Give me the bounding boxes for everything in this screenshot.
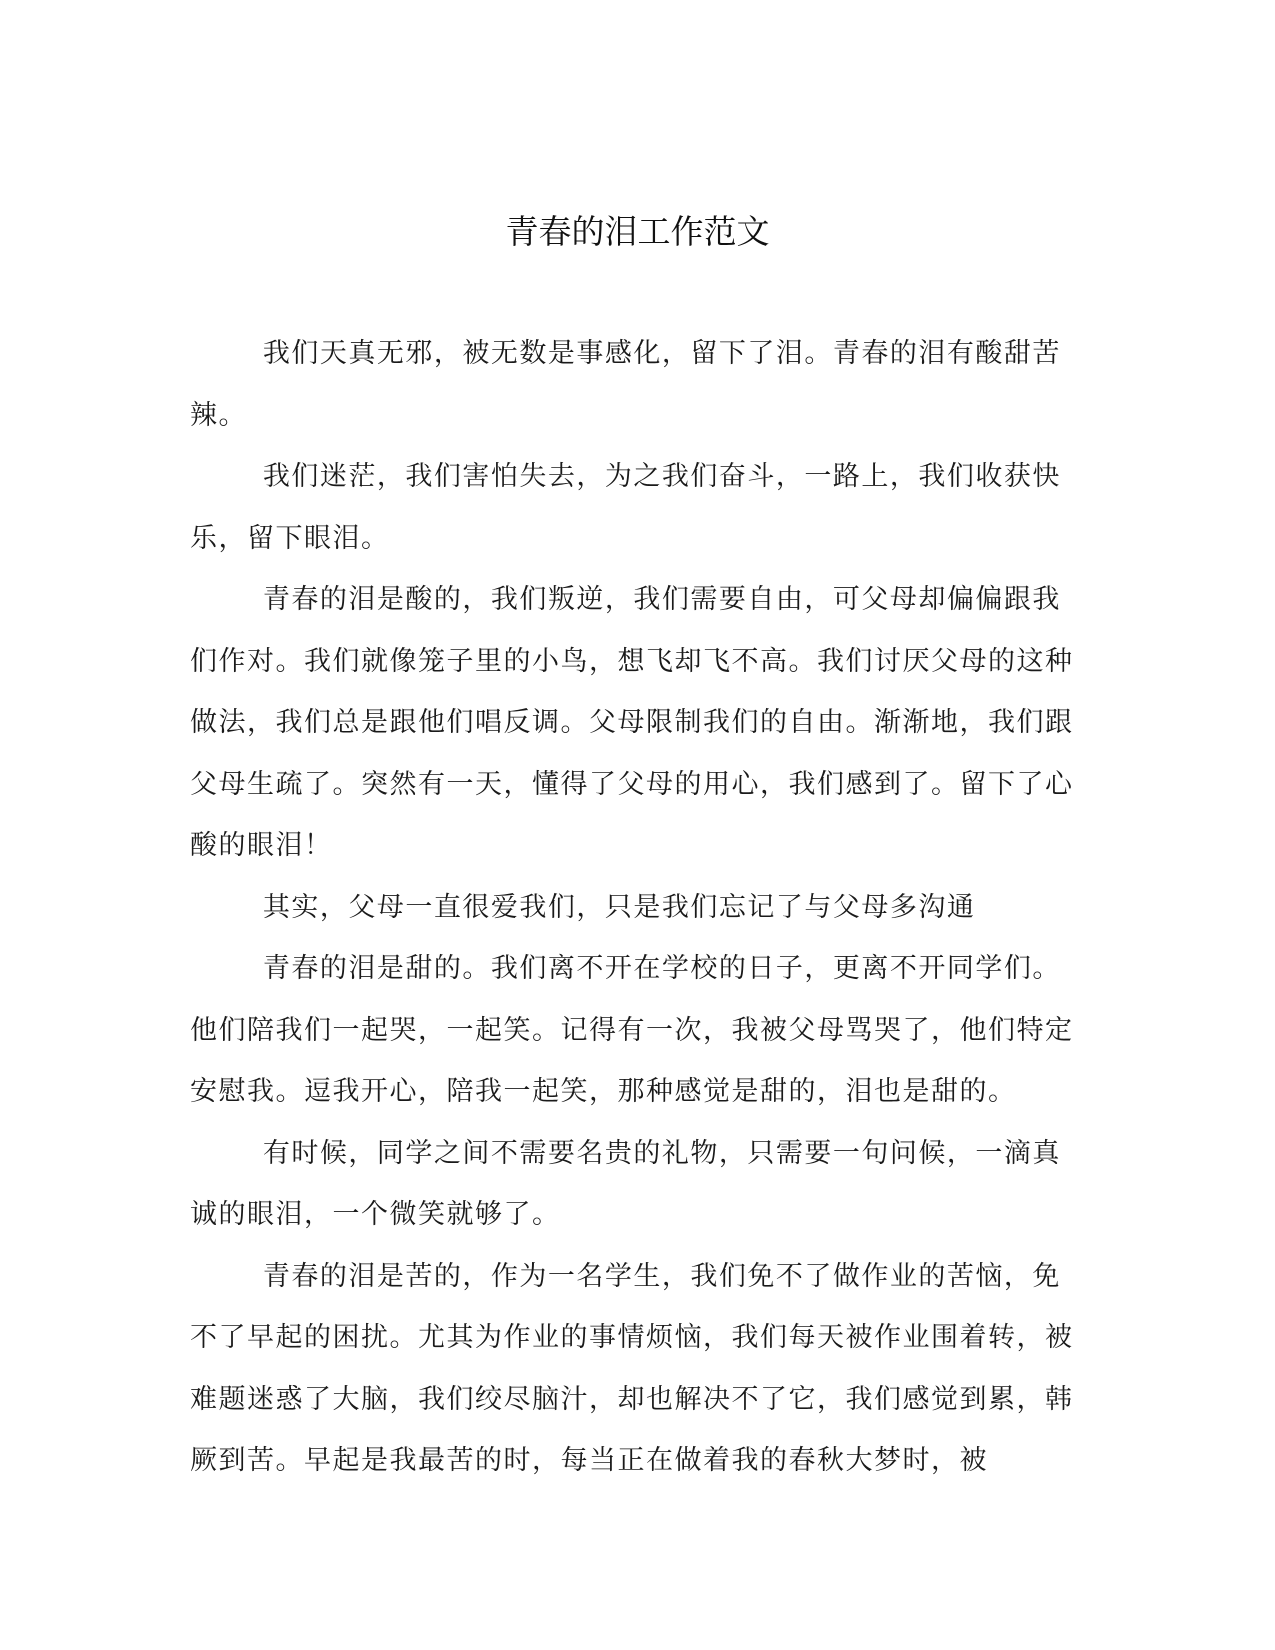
document-body <box>190 323 1080 1492</box>
paragraph: 我们迷茫，我们害怕失去，为之我们奋斗，一路上，我们收获快乐，留下眼泪。 <box>190 461 1061 554</box>
paragraph: 青春的泪是酸的，我们叛逆，我们需要自由，可父母却偏偏跟我们作对。我们就像笼子里的小鸟，想飞却飞不高。我们讨厌父母的这种做法，我们总是跟他们唱反调。父母限制我们的自由。渐渐地，我们跟父母生疏了。突然有一天，懂得了父母的用心，我们感到了。留下了心酸的眼泪！ <box>190 584 1074 861</box>
paragraph: 有时候，同学之间不需要名贵的礼物，只需要一句问候，一滴真诚的眼泪，一个微笑就够了。 <box>190 1137 1061 1230</box>
document-title: 青春的泪工作范文 <box>505 212 770 251</box>
paragraph: 青春的泪是甜的。我们离不开在学校的日子，更离不开同学们。他们陪我们一起哭，一起笑。记得有一次，我被父母骂哭了，他们特定安慰我。逗我开心，陪我一起笑，那种感觉是甜的，泪也是甜的。 <box>190 953 1074 1107</box>
paragraph: 我们天真无邪，被无数是事感化，留下了泪。青春的泪有酸甜苦辣。 <box>190 338 1061 431</box>
paragraph: 青春的泪是苦的，作为一名学生，我们免不了做作业的苦恼，免不了早起的困扰。尤其为作业的事情烦恼，我们每天被作业围着转，被难题迷惑了大脑，我们绞尽脑汁，却也解决不了它，我们感觉到累，韩厥到苦。早起是我最苦的时，每当正在做着我的春秋大梦时，被 <box>190 1260 1074 1476</box>
paragraph: 其实，父母一直很爱我们，只是我们忘记了与父母多沟通 <box>262 891 976 923</box>
